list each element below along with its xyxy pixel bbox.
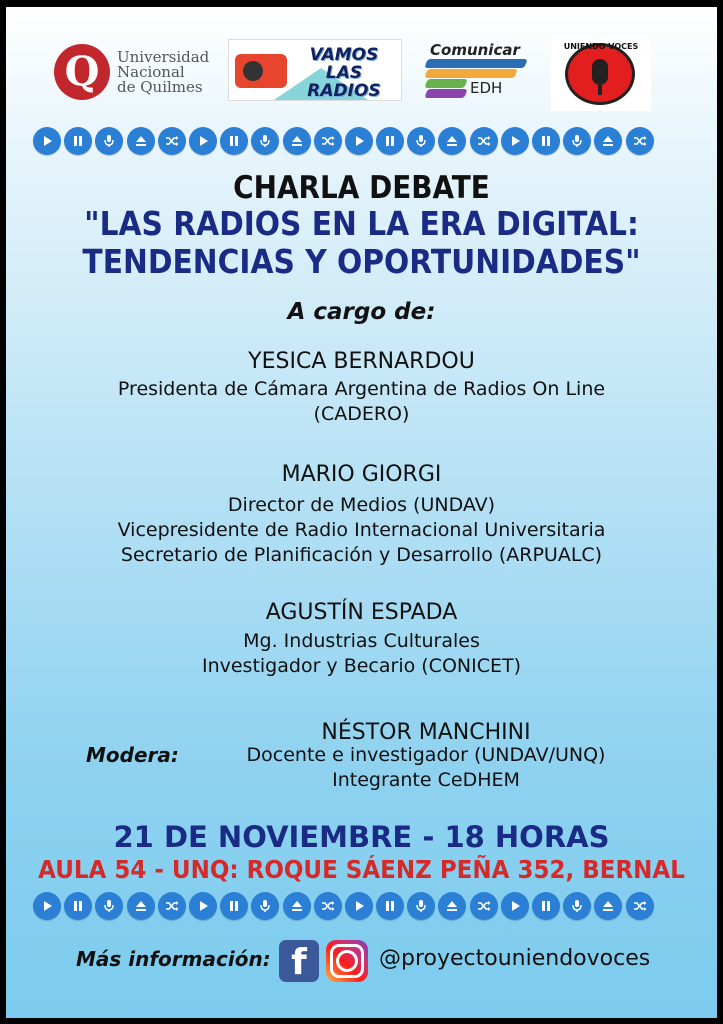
- speaker-2-role: Director de Medios (UNDAV): [227, 494, 496, 516]
- eject-icon: [438, 127, 466, 155]
- speaker-2-name: MARIO GIORGI: [281, 462, 442, 487]
- mic-icon: [95, 892, 123, 920]
- edh-logo-top: Comunicar: [430, 41, 520, 59]
- play-icon: [33, 892, 61, 920]
- event-date: 21 DE NOVIEMBRE - 18 HORAS: [113, 820, 610, 854]
- play-icon: [501, 892, 529, 920]
- event-place: AULA 54 - UNQ: ROQUE SÁENZ PEÑA 352, BERNAL: [38, 855, 685, 884]
- play-icon: [501, 127, 529, 155]
- moderator-role: Integrante CeDHEM: [332, 769, 520, 791]
- play-icon: [345, 127, 373, 155]
- unq-logo-text: Universidad Nacional de Quilmes: [117, 48, 210, 96]
- pause-icon: [532, 892, 560, 920]
- vamos-las-radios-logo: [228, 39, 402, 101]
- microphone-icon: [592, 59, 608, 85]
- shuffle-icon: [470, 892, 498, 920]
- pause-icon: [220, 127, 248, 155]
- edh-logo-bottom: EDH: [470, 79, 503, 97]
- instagram-icon[interactable]: [326, 940, 368, 982]
- mic-icon: [563, 892, 591, 920]
- poster: [6, 7, 717, 1018]
- mic-icon: [407, 127, 435, 155]
- mic-icon: [251, 127, 279, 155]
- speaker-3-name: AGUSTÍN ESPADA: [265, 600, 458, 625]
- shuffle-icon: [314, 892, 342, 920]
- eject-icon: [283, 892, 311, 920]
- pause-icon: [376, 127, 404, 155]
- unq-logo: [54, 41, 234, 107]
- speaker-3-role: Investigador y Becario (CONICET): [201, 655, 522, 677]
- pause-icon: [532, 127, 560, 155]
- play-icon: [189, 892, 217, 920]
- eject-icon: [127, 127, 155, 155]
- shuffle-icon: [158, 892, 186, 920]
- shuffle-icon: [158, 127, 186, 155]
- speaker-1-role: (CADERO): [313, 403, 410, 425]
- vamos-logo-text: VAMOS LAS RADIOS: [307, 45, 381, 101]
- moderator-role: Docente e investigador (UNDAV/UNQ): [246, 744, 606, 766]
- mic-icon: [251, 892, 279, 920]
- moderator-name: NÉSTOR MANCHINI: [321, 720, 531, 745]
- event-subtitle-line-2: TENDENCIAS Y OPORTUNIDADES": [82, 242, 641, 281]
- more-info-label: Más información:: [76, 947, 271, 971]
- event-subtitle-line-1: "LAS RADIOS EN LA ERA DIGITAL:: [84, 204, 639, 243]
- speaker-1-role: Presidenta de Cámara Argentina de Radios On Line: [117, 378, 606, 400]
- event-title: CHARLA DEBATE: [233, 170, 490, 206]
- play-icon: [33, 127, 61, 155]
- speaker-2-role: Vicepresidente de Radio Internacional Universitaria: [117, 519, 606, 541]
- uv-logo-text: UNIENDO VOCES: [563, 42, 639, 51]
- mic-icon: [563, 127, 591, 155]
- pause-icon: [376, 892, 404, 920]
- mic-icon: [407, 892, 435, 920]
- media-icons-row-bottom: [33, 892, 654, 922]
- speaker-3-role: Mg. Industrias Culturales: [243, 630, 480, 652]
- logos-row: [6, 35, 717, 115]
- eject-icon: [283, 127, 311, 155]
- moderator-label: Modera:: [86, 743, 179, 767]
- unq-q-mark: Q: [54, 44, 110, 100]
- eject-icon: [127, 892, 155, 920]
- shuffle-icon: [626, 892, 654, 920]
- eject-icon: [594, 127, 622, 155]
- play-icon: [189, 127, 217, 155]
- play-icon: [345, 892, 373, 920]
- pause-icon: [64, 892, 92, 920]
- speaker-2-role: Secretario de Planificación y Desarrollo (ARPUALC): [120, 544, 603, 566]
- uniendo-voces-logo: [551, 37, 651, 111]
- eject-icon: [438, 892, 466, 920]
- a-cargo-label: A cargo de:: [287, 299, 436, 325]
- shuffle-icon: [470, 127, 498, 155]
- pause-icon: [64, 127, 92, 155]
- shuffle-icon: [626, 127, 654, 155]
- media-icons-row-top: [33, 127, 654, 157]
- speaker-1-name: YESICA BERNARDOU: [248, 349, 475, 374]
- eject-icon: [594, 892, 622, 920]
- shuffle-icon: [314, 127, 342, 155]
- mic-icon: [95, 127, 123, 155]
- facebook-icon[interactable]: f: [279, 940, 319, 982]
- pause-icon: [220, 892, 248, 920]
- social-handle[interactable]: @proyectouniendovoces: [379, 946, 651, 971]
- comunicar-edh-logo: [422, 39, 534, 103]
